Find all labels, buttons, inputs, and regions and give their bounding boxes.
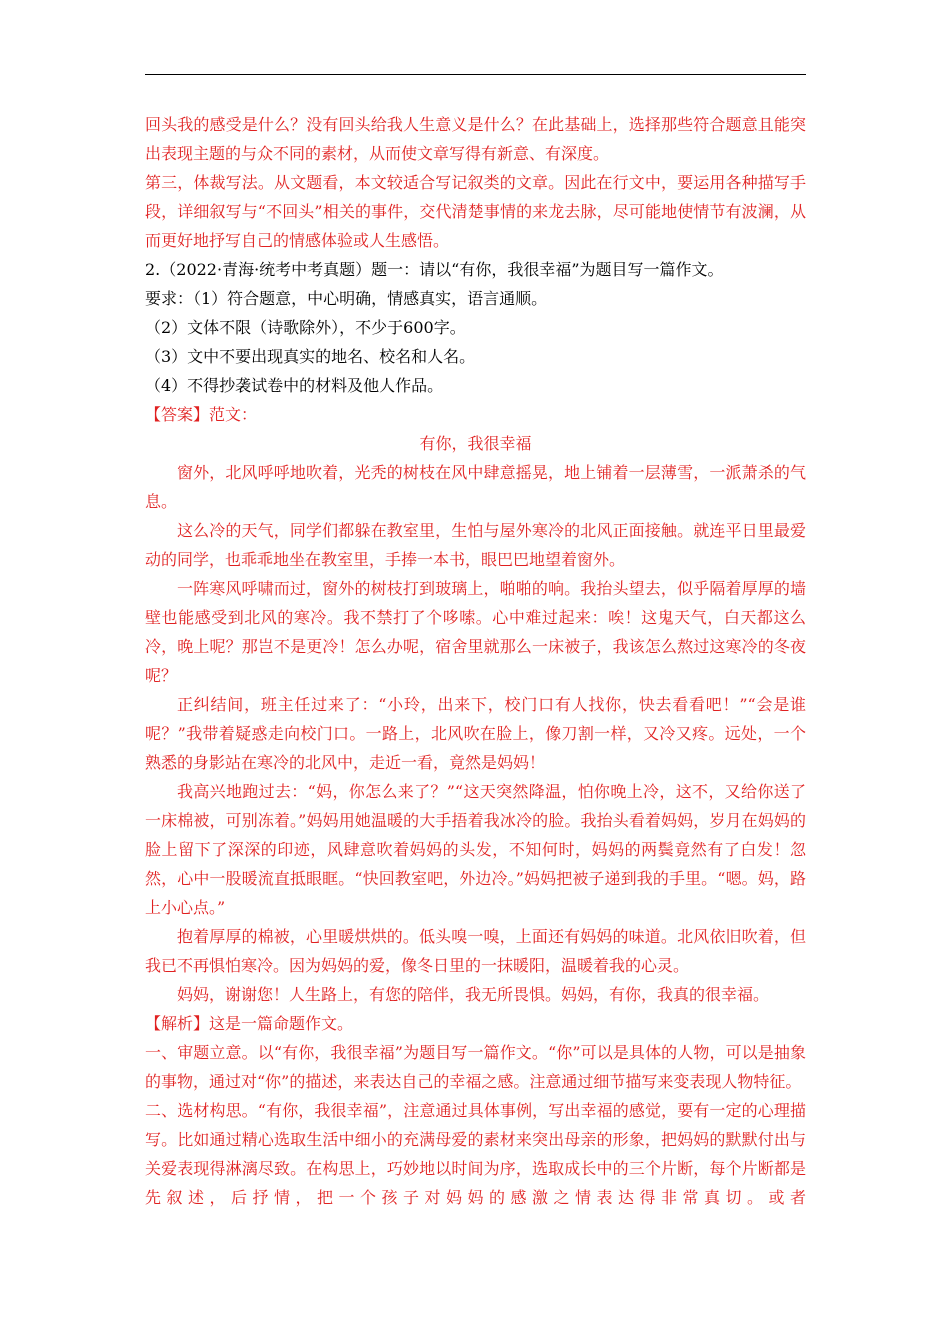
analysis-paragraph-2: 二、选材构思。“有你，我很幸福”，注意通过具体事例，写出幸福的感觉，要有一定的心理描写。比如通过精心选取生活中细小的充满母爱的素材来突出母亲的形象，把妈妈的默默付出与关爱表现得淋漓尽致。在构思上，巧妙地以时间为序，选取成长中的三个片断，每个片断都是先叙述，后抒情，把一个孩子对妈妈的感激之情表达得非常真切。或者 — [145, 1101, 806, 1207]
analysis-tag: 【解析】 — [145, 1014, 210, 1033]
answer-tag: 【答案】 — [145, 405, 210, 424]
essay-title: 有你，我很幸福 — [419, 434, 532, 453]
essay-paragraph-6: 抱着厚厚的棉被，心里暖烘烘的。低头嗅一嗅，上面还有妈妈的味道。北风依旧吹着，但我已不再惧怕寒冷。因为妈妈的爱，像冬日里的一抹暖阳，温暖着我的心灵。 — [145, 927, 806, 975]
question-stem: 2.（2022·青海·统考中考真题）题一：请以“有你，我很幸福”为题目写一篇作文。 — [145, 260, 724, 279]
answer-heading — [145, 400, 806, 429]
essay-paragraph-1: 窗外，北风呼呼地吹着，光秃的树枝在风中肆意摇晃，地上铺着一层薄雪，一派萧杀的气息。 — [145, 463, 806, 511]
analysis-paragraph-1: 一、审题立意。以“有你，我很幸福”为题目写一篇作文。“你”可以是具体的人物，可以是抽象的事物，通过对“你”的描述，来表达自己的幸福之感。注意通过细节描写来变表现人物特征。 — [145, 1043, 806, 1091]
essay-paragraph-5: 我高兴地跑过去：“妈，你怎么来了？”“这天突然降温，怕你晚上冷，这不，又给你送了一床棉被，可别冻着。”妈妈用她温暖的大手捂着我冰冷的脸。我抬头看着妈妈，岁月在妈妈的脸上留下了深深的印迹，风肆意吹着妈妈的头发，不知何时，妈妈的两鬓竟然有了白发！忽然，心中一股暖流直抵眼眶。“快回教室吧，外边冷。”妈妈把被子递到我的手里。“嗯。妈，路上小心点。” — [145, 782, 806, 917]
essay-paragraph-4: 正纠结间，班主任过来了：“小玲，出来下，校门口有人找你，快去看看吧！”“会是谁呢？”我带着疑惑走向校门口。一路上，北风吹在脸上，像刀割一样，又冷又疼。远处，一个熟悉的身影站在寒冷的北风中，走近一看，竟然是妈妈！ — [145, 695, 806, 772]
question-requirement-1: 要求：（1）符合题意，中心明确，情感真实，语言通顺。 — [145, 289, 548, 308]
answer-label: 范文： — [209, 405, 258, 424]
question-requirement-4: （4）不得抄袭试卷中的材料及他人作品。 — [145, 376, 444, 395]
prev-analysis-paragraph-2: 第三，体裁写法。从文题看，本文较适合写记叙类的文章。因此在行文中，要运用各种描写手段，详细叙写与“不回头”相关的事件，交代清楚事情的来龙去脉，尽可能地使情节有波澜，从而更好地抒写自己的情感体验或人生感悟。 — [145, 173, 806, 250]
question-requirement-2: （2）文体不限（诗歌除外），不少于600字。 — [145, 318, 466, 337]
document-body — [145, 110, 806, 1212]
analysis-heading — [145, 1009, 806, 1038]
essay-paragraph-7: 妈妈，谢谢您！人生路上，有您的陪伴，我无所畏惧。妈妈，有你，我真的很幸福。 — [177, 985, 770, 1004]
question-requirement-3: （3）文中不要出现真实的地名、校名和人名。 — [145, 347, 476, 366]
prev-analysis-paragraph-1: 回头我的感受是什么？没有回头给我人生意义是什么？在此基础上，选择那些符合题意且能突出表现主题的与众不同的素材，从而使文章写得有新意、有深度。 — [145, 115, 806, 163]
analysis-intro: 这是一篇命题作文。 — [209, 1014, 354, 1033]
header-rule — [145, 74, 806, 75]
essay-paragraph-3: 一阵寒风呼啸而过，窗外的树枝打到玻璃上，啪啪的响。我抬头望去，似乎隔着厚厚的墙壁也能感受到北风的寒冷。我不禁打了个哆嗦。心中难过起来：唉！这鬼天气，白天都这么冷，晚上呢？那岂不是更冷！怎么办呢，宿舍里就那么一床被子，我该怎么熬过这寒冷的冬夜呢？ — [145, 579, 806, 685]
essay-paragraph-2: 这么冷的天气，同学们都躲在教室里，生怕与屋外寒冷的北风正面接触。就连平日里最爱动的同学，也乖乖地坐在教室里，手捧一本书，眼巴巴地望着窗外。 — [145, 521, 806, 569]
